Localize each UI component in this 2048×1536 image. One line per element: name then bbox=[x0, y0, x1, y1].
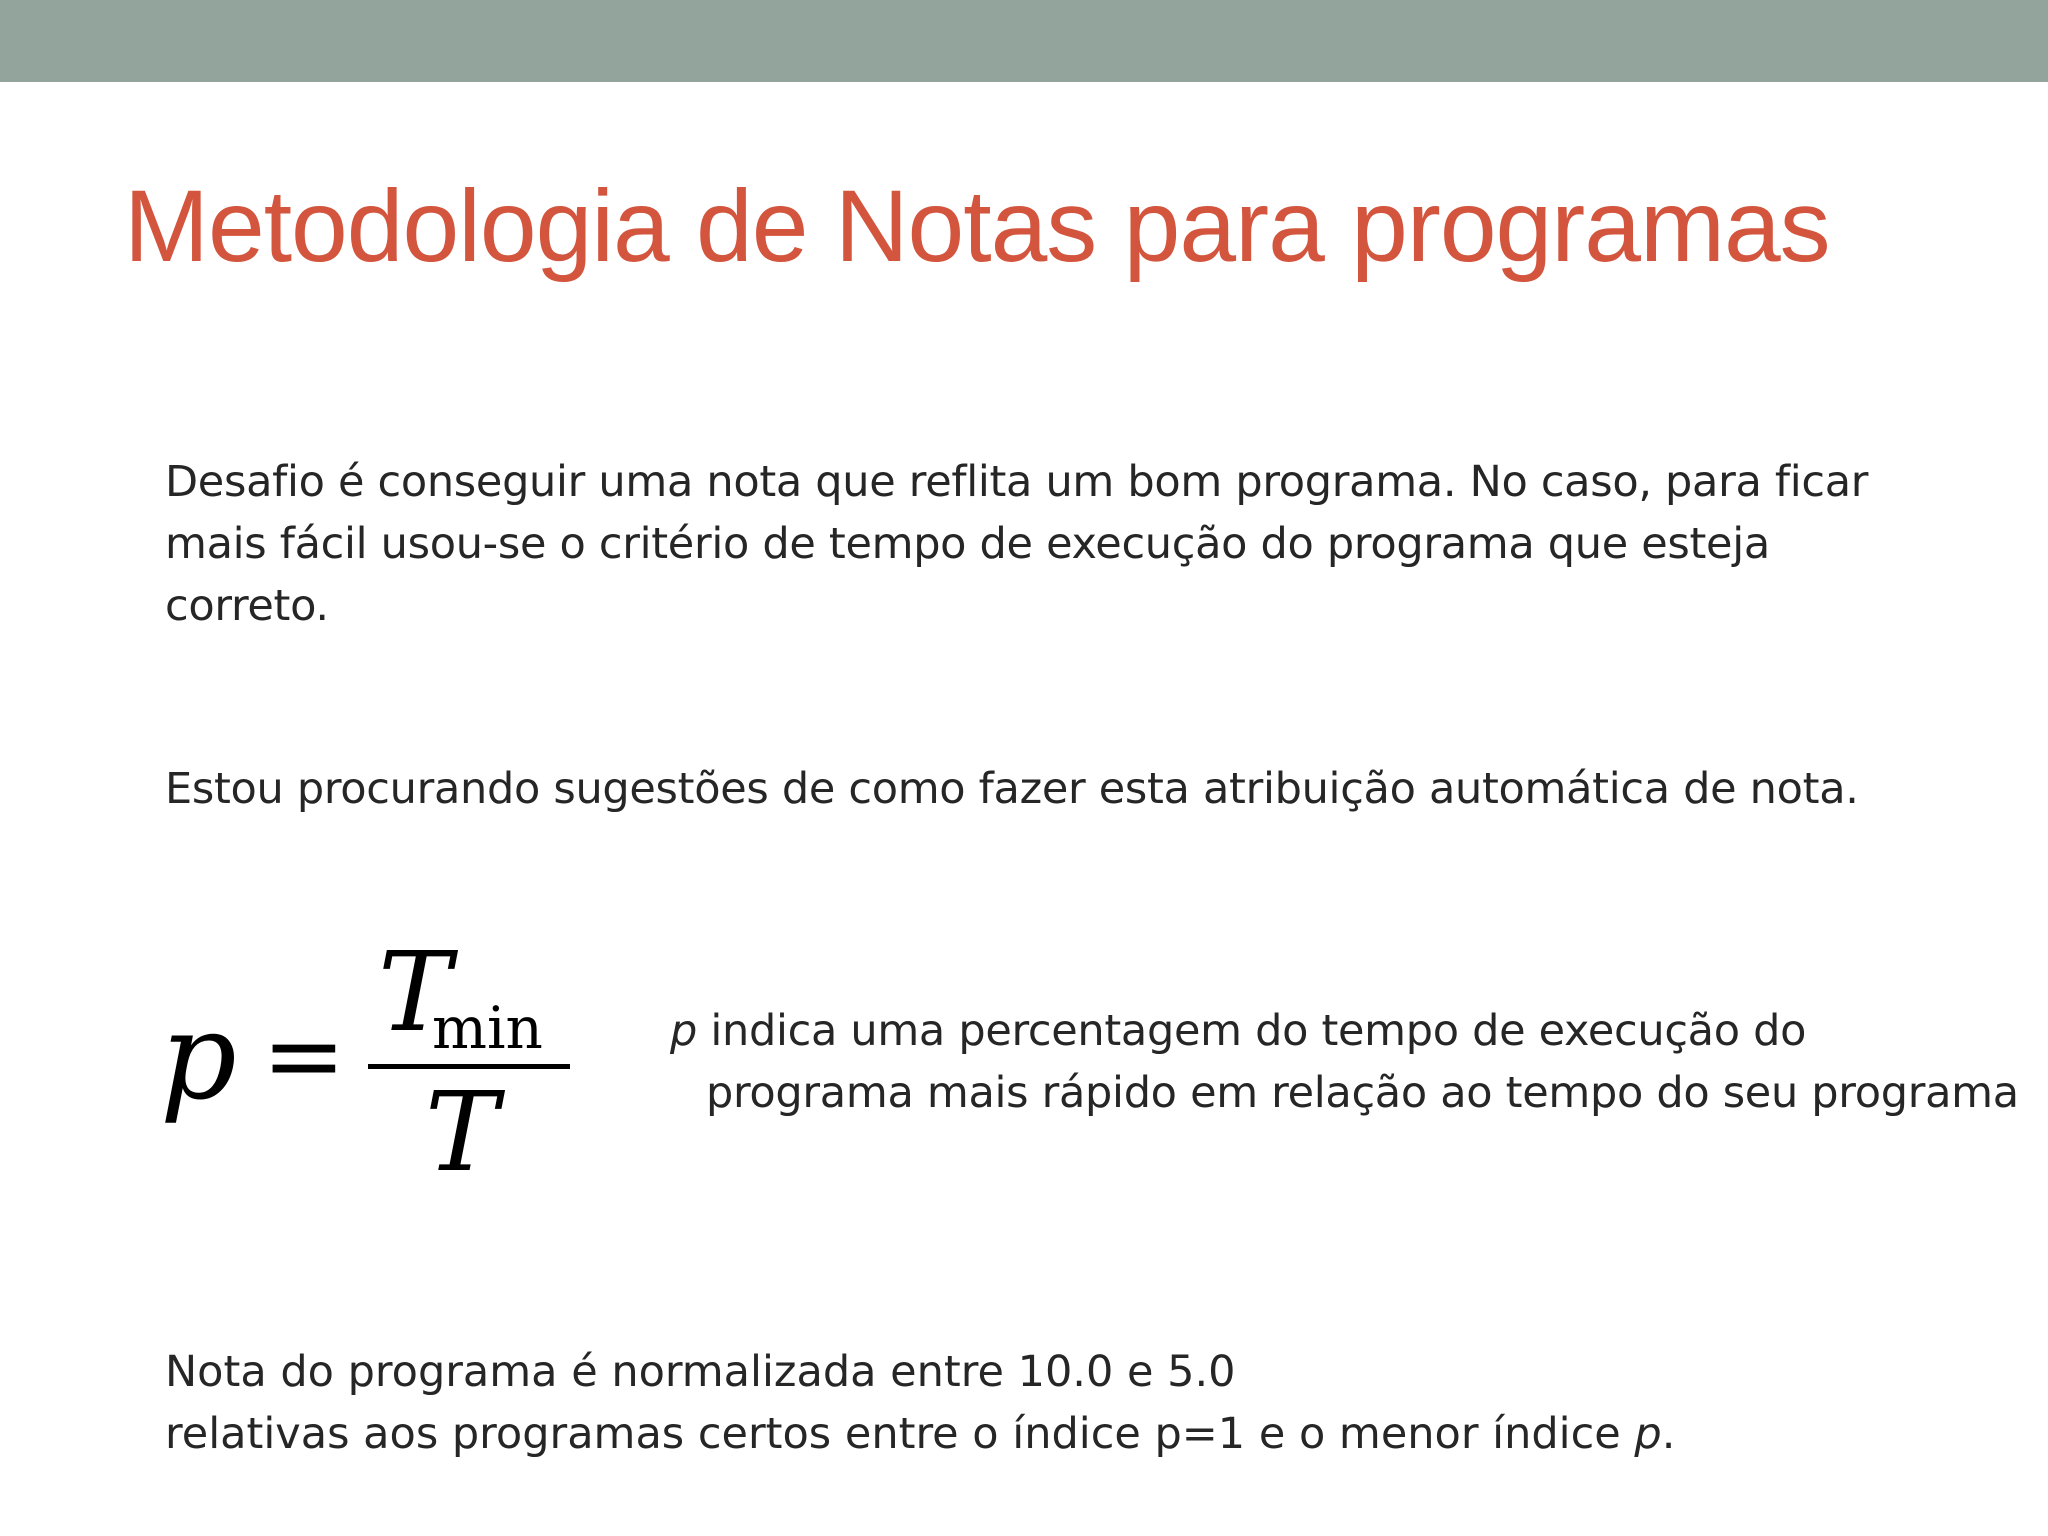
formula-description-var: p bbox=[670, 1006, 697, 1056]
slide-title: Metodologia de Notas para programas bbox=[124, 169, 1830, 283]
top-accent-bar bbox=[0, 0, 2048, 82]
formula-p-equals-tmin-over-t bbox=[150, 930, 590, 1190]
formula-lhs: p bbox=[160, 988, 237, 1127]
paragraph-suggestions: Estou procurando sugestões de como fazer esta atribuição automática de nota. bbox=[165, 764, 1859, 814]
formula-description-line1-rest: indica uma percentagem do tempo de execução do bbox=[697, 1006, 1807, 1056]
normalization-line2-end: . bbox=[1661, 1409, 1676, 1459]
normalization-line1: Nota do programa é normalizada entre 10.0 e 5.0 bbox=[165, 1347, 1236, 1397]
formula-description-line2: programa mais rápido em relação ao tempo do seu programa bbox=[706, 1068, 2019, 1118]
formula-equals: = bbox=[262, 997, 346, 1114]
paragraph-challenge: Desafio é conseguir uma nota que reflita um bom programa. No caso, para ficar mais fácil usou-se o critério de tempo de execução do programa que esteja correto. bbox=[165, 457, 1869, 631]
paragraph-normalization bbox=[165, 1341, 1885, 1465]
normalization-line2-var: p bbox=[1634, 1409, 1662, 1459]
normalization-line2 bbox=[165, 1403, 1885, 1465]
formula-numerator-var: T bbox=[378, 930, 452, 1056]
formula-description bbox=[670, 1000, 2019, 1124]
formula-denominator-var: T bbox=[425, 1068, 499, 1190]
formula-description-line1 bbox=[670, 1000, 2010, 1062]
normalization-line2-text: relativas aos programas certos entre o índice p=1 e o menor índice bbox=[165, 1409, 1635, 1459]
formula-numerator-sub: min bbox=[432, 994, 543, 1062]
